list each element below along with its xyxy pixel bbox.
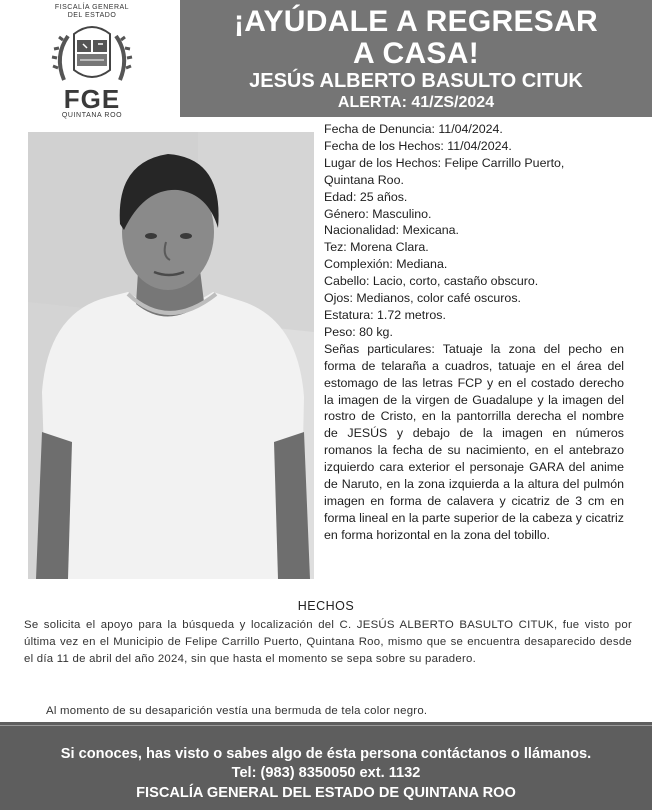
- header-title-line-1: ¡AYÚDALE A REGRESAR: [233, 5, 599, 38]
- logo-top-line-2: DEL ESTADO: [67, 12, 117, 19]
- missing-person-name: JESÚS ALBERTO BASULTO CITUK: [249, 70, 583, 92]
- missing-person-photo: [28, 132, 314, 579]
- edad: Edad: 25 años.: [324, 189, 408, 204]
- fecha-denuncia: Fecha de Denuncia: 11/04/2024.: [324, 122, 503, 136]
- state-seal-icon: [50, 22, 134, 88]
- logo-top-line-1: FISCALÍA GENERAL: [54, 4, 130, 11]
- contact-phone: Tel: (983) 8350050 ext. 1132: [231, 765, 421, 781]
- ojos: Ojos: Medianos, color café oscuros.: [324, 291, 521, 306]
- complexion: Complexión: Mediana.: [324, 257, 448, 272]
- cabello: Cabello: Lacio, corto, castaño obscuro.: [324, 274, 539, 289]
- header-title: [180, 6, 652, 70]
- footer-divider: [0, 725, 652, 726]
- alert-number: ALERTA: 41/ZS/2024: [337, 94, 495, 111]
- peso: Peso: 80 kg.: [324, 324, 393, 339]
- tez: Tez: Morena Clara.: [324, 240, 429, 255]
- person-photo-illustration: [28, 132, 314, 579]
- agency-name: FISCALÍA GENERAL DEL ESTADO DE QUINTANA ROO: [136, 785, 516, 801]
- header-title-line-2: A CASA!: [353, 37, 479, 70]
- clothing-description: Al momento de su desaparición vestía una bermuda de tela color negro.: [46, 705, 428, 717]
- lugar-hechos-line-2: Quintana Roo.: [324, 172, 404, 187]
- senas-particulares: Señas particulares: Tatuaje la zona del pecho en forma de telaraña a cuadros, tatuaje en el área del estomago de las letras FCP y en el costado derecho la imagen de la virgen de Guadalupe y la imagen del rostro de Cristo, en la pantorrilla derecha el nombre de JESÚS y debajo de la imagen en números romanos la fecha de su nacimiento, en el antebrazo izquierdo cara exterior el personaje GARA del anime de Naruto, en la zona izquierda a la altura del pulmón imagen en forma de calavera y cicatriz de 3 cm en forma lineal en la parte superior de la cabeza y cicatriz en forma horizontal en la zona del tobillo.: [324, 341, 624, 542]
- logo-bottom-text: QUINTANA ROO: [61, 112, 123, 119]
- logo-top-text: [22, 4, 162, 20]
- logo-letters: FGE: [63, 84, 121, 114]
- person-details: [324, 121, 624, 544]
- alert-header-banner: [180, 0, 652, 117]
- fge-logo: [22, 0, 162, 118]
- contact-appeal: Si conoces, has visto o sabes algo de ésta persona contáctanos o llámanos.: [60, 746, 592, 762]
- genero: Género: Masculino.: [324, 206, 432, 221]
- estatura: Estatura: 1.72 metros.: [324, 307, 446, 322]
- hechos-title: HECHOS: [297, 599, 355, 613]
- hechos-text: Se solicita el apoyo para la búsqueda y localización del C. JESÚS ALBERTO BASULTO CITUK, fue visto por última vez en el Municipio de Felipe Carrillo Puerto, Quintana Roo, mismo que se encuentra desaparecido desde el día 11 de abril del año 2024, sin que hasta el momento se sepa sobre su paradero.: [24, 619, 632, 665]
- lugar-hechos-line-1: Lugar de los Hechos: Felipe Carrillo Puerto,: [324, 155, 565, 170]
- fecha-hechos: Fecha de los Hechos: 11/04/2024.: [324, 138, 512, 153]
- nacionalidad: Nacionalidad: Mexicana.: [324, 223, 459, 238]
- contact-footer: [0, 722, 652, 810]
